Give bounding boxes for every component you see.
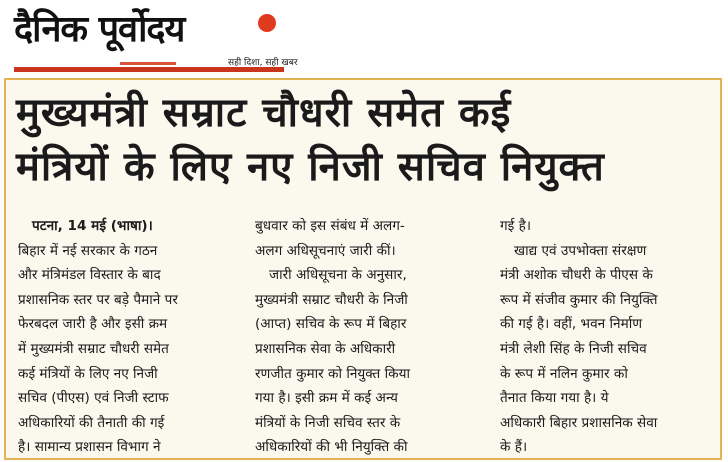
masthead xyxy=(0,0,728,72)
body-line: गई है। xyxy=(500,218,532,234)
body-line: खाद्य एवं उपभोक्ता संरक्षण xyxy=(514,242,647,259)
logo-tagline: सही दिशा, सही खबर xyxy=(228,58,298,68)
body-line: गया है। इसी क्रम में कई अन्य xyxy=(255,390,398,407)
body-line: बुधवार को इस संबंध में अलग- xyxy=(255,218,405,234)
body-line: कई मंत्रियों के लिए नए निजी xyxy=(18,365,158,382)
article-column-1 xyxy=(18,214,244,460)
body-line: फेरबदल जारी है और इसी क्रम xyxy=(18,316,168,333)
logo-accent-bar xyxy=(120,62,176,65)
body-line: मंत्री लेशी सिंह के निजी सचिव xyxy=(500,340,647,357)
body-line: (आप्त) सचिव के रूप में बिहार xyxy=(255,316,407,333)
body-line: अलग अधिसूचनाएं जारी कीं। xyxy=(255,242,396,259)
body-line: के हैं। xyxy=(500,439,528,456)
body-line: है। सामान्य प्रशासन विभाग ने xyxy=(18,439,161,456)
article-headline xyxy=(16,86,716,194)
body-line: अधिकारी बिहार प्रशासनिक सेवा xyxy=(500,414,658,431)
body-line: की गई है। वहीं, भवन निर्माण xyxy=(500,316,643,333)
body-line: जारी अधिसूचना के अनुसार, xyxy=(269,267,407,284)
body-line: बिहार में नई सरकार के गठन xyxy=(18,242,158,259)
body-line: मंत्री अशोक चौधरी के पीएस के xyxy=(500,267,653,284)
body-line: रणजीत कुमार को नियुक्त किया xyxy=(255,365,410,382)
article-column-2 xyxy=(255,214,480,460)
body-line: और मंत्रिमंडल विस्तार के बाद xyxy=(18,267,161,284)
body-line: में मुख्यमंत्री सम्राट चौधरी समेत xyxy=(18,340,169,357)
body-line: प्रशासनिक स्तर पर बड़े पैमाने पर xyxy=(18,291,178,308)
logo-dot-icon xyxy=(258,14,276,32)
body-line: अधिकारियों की भी नियुक्ति की xyxy=(255,439,408,456)
body-line: मुख्यमंत्री सम्राट चौधरी के निजी xyxy=(255,291,408,308)
dateline: पटना, 14 मई (भाषा)। xyxy=(32,218,153,234)
body-line: मंत्रियों के निजी सचिव स्तर के xyxy=(255,414,401,431)
article-clipping xyxy=(4,78,722,460)
body-line: अधिकारियों की तैनाती की गई xyxy=(18,414,165,431)
headline-line-1: मुख्यमंत्री सम्राट चौधरी समेत कई xyxy=(16,90,512,136)
newspaper-logo: दैनिक पूर्वोदय xyxy=(14,9,185,50)
body-line: तैनात किया गया है। ये xyxy=(500,390,609,407)
body-line: के रूप में नलिन कुमार को xyxy=(500,365,628,382)
body-line: सचिव (पीएस) एवं निजी स्टाफ xyxy=(18,390,169,407)
headline-line-2: मंत्रियों के लिए नए निजी सचिव नियुक्त xyxy=(16,144,605,190)
body-line: रूप में संजीव कुमार की नियुक्ति xyxy=(500,291,658,308)
article-column-3 xyxy=(500,214,714,460)
body-line: प्रशासनिक सेवा के अधिकारी xyxy=(255,340,396,357)
